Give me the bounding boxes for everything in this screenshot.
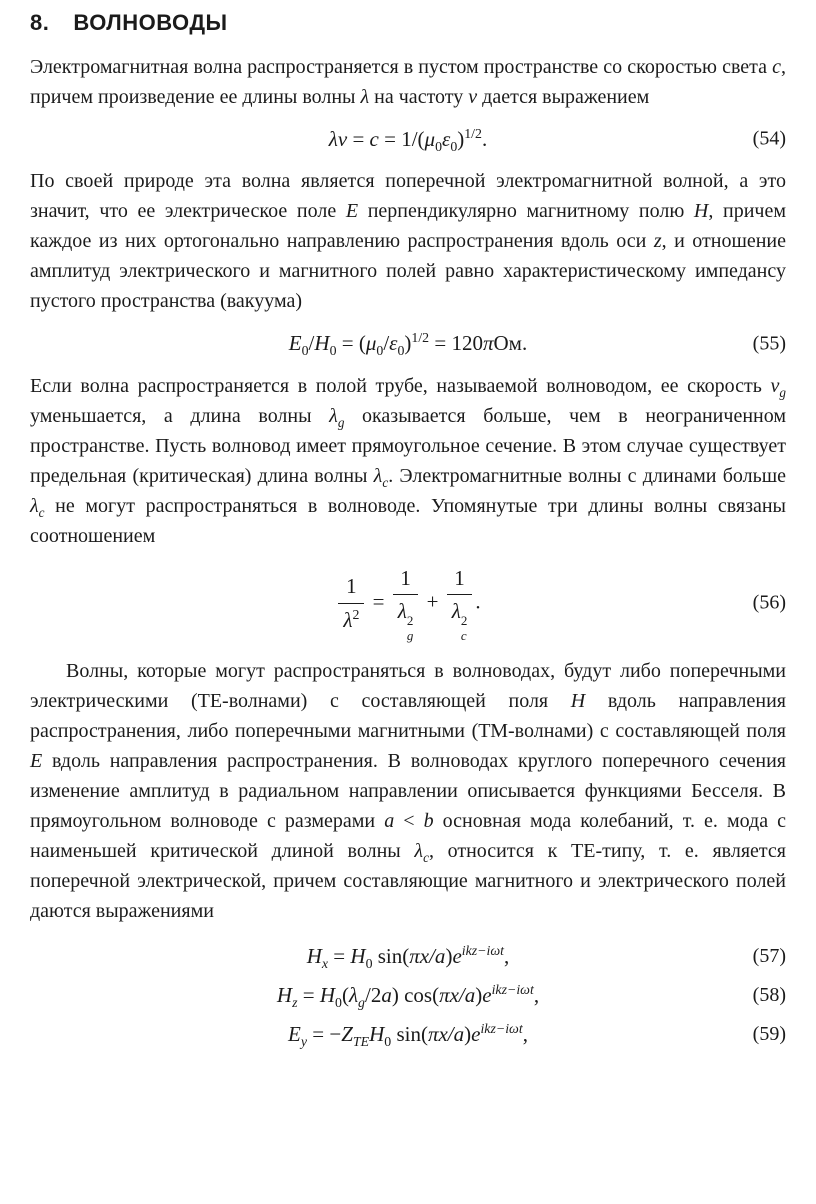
equation-57-body: $H_x = H_0$ $\sin(\pi x/a)e^{ikz-i\omega t}$, <box>306 942 510 971</box>
equation-54-number: (54) <box>752 127 786 150</box>
paragraph-waveguide-tube: Если волна распространяется в полой трубе, называемой волноводом, ее скорость $v_g$ уменьшается, а длина волны $\lambda_g$ оказывается больше, чем в неограниченном пространстве. Пусть волновод имеет прямоугольное сечение. В этом случае существует предельная (критическая) длина волны $\lambda_c$. Электромагнитные волны с длинами больше $\lambda_c$ не могут распространяться в волноводе. Упомянутые три длины волны связаны соотношением <box>30 374 786 547</box>
equation-59-number: (59) <box>752 1022 786 1045</box>
equation-55-body: $E_0/H_0 = (\mu_0/\varepsilon_0)^{1/2} = 120\pi Ом$. <box>288 330 528 359</box>
section-title: ВОЛНОВОДЫ <box>73 10 228 35</box>
paragraph-em-wave: Электромагнитная волна распространяется в пустом пространстве со скоростью света c, причем произведение ее длины волны λ на частоту ν дается выражением <box>30 56 786 108</box>
equation-56-body: $\frac{1}{\lambda^2}$ = 1 λ 2 g + 1 λ 2 c . <box>335 564 480 643</box>
equation-56-number: (56) <box>752 591 786 614</box>
equation-58-body: $H_z = H_0(\lambda_g/2a)$ $\cos(\pi x/a)e^{ikz-i\omega t}$, <box>276 981 540 1010</box>
equation-58 <box>30 978 786 1012</box>
equation-54 <box>30 125 786 153</box>
equation-59 <box>30 1017 786 1051</box>
equation-group-fields <box>30 939 786 1051</box>
equation-57 <box>30 939 786 973</box>
equation-56 <box>30 564 786 643</box>
equation-55-number: (55) <box>752 332 786 355</box>
paragraph-te-tm-modes: Волны, которые могут распространяться в волноводах, будут либо поперечными электрическими (ТЕ-волнами) с составляющей поля H вдоль направления распространения, либо поперечными магнитными (ТМ-волнами) с составляющей поля E вдоль направления распространения. В волноводах круглого поперечного сечения изменение амплитуд в радиальном направлении описывается функциями Бесселя. В прямоугольном волноводе с размерами a < b основная мода колебаний, т. е. мода с наименьшей критической длиной волны $\lambda_c$, относится к ТЕ-типу, т. е. является поперечной электрической, причем составляющие магнитного и электрического полей даются выражениями <box>30 659 787 922</box>
section-number: 8. <box>30 10 50 35</box>
paragraph-transverse-wave: По своей природе эта волна является поперечной электромагнитной волной, а это значит, что ее электрическое поле E перпендикулярно магнитному полю H, причем каждое из них ортогонально направлению распространения вдоль оси z, и отношение амплитуд электрического и магнитного полей равно характеристическому импедансу пустого пространства (вакуума) <box>30 170 787 313</box>
equation-55 <box>30 329 786 357</box>
equation-57-number: (57) <box>752 944 786 967</box>
equation-59-body: $E_y = -Z_{TE}H_0$ $\sin(\pi x/a)e^{ikz-i\omega t}$, <box>288 1020 528 1049</box>
equation-54-body: $\lambda\nu = c = 1/(\mu_0\varepsilon_0)^{1/2}$. <box>328 126 488 155</box>
section-heading <box>30 10 786 36</box>
equation-58-number: (58) <box>752 983 786 1006</box>
